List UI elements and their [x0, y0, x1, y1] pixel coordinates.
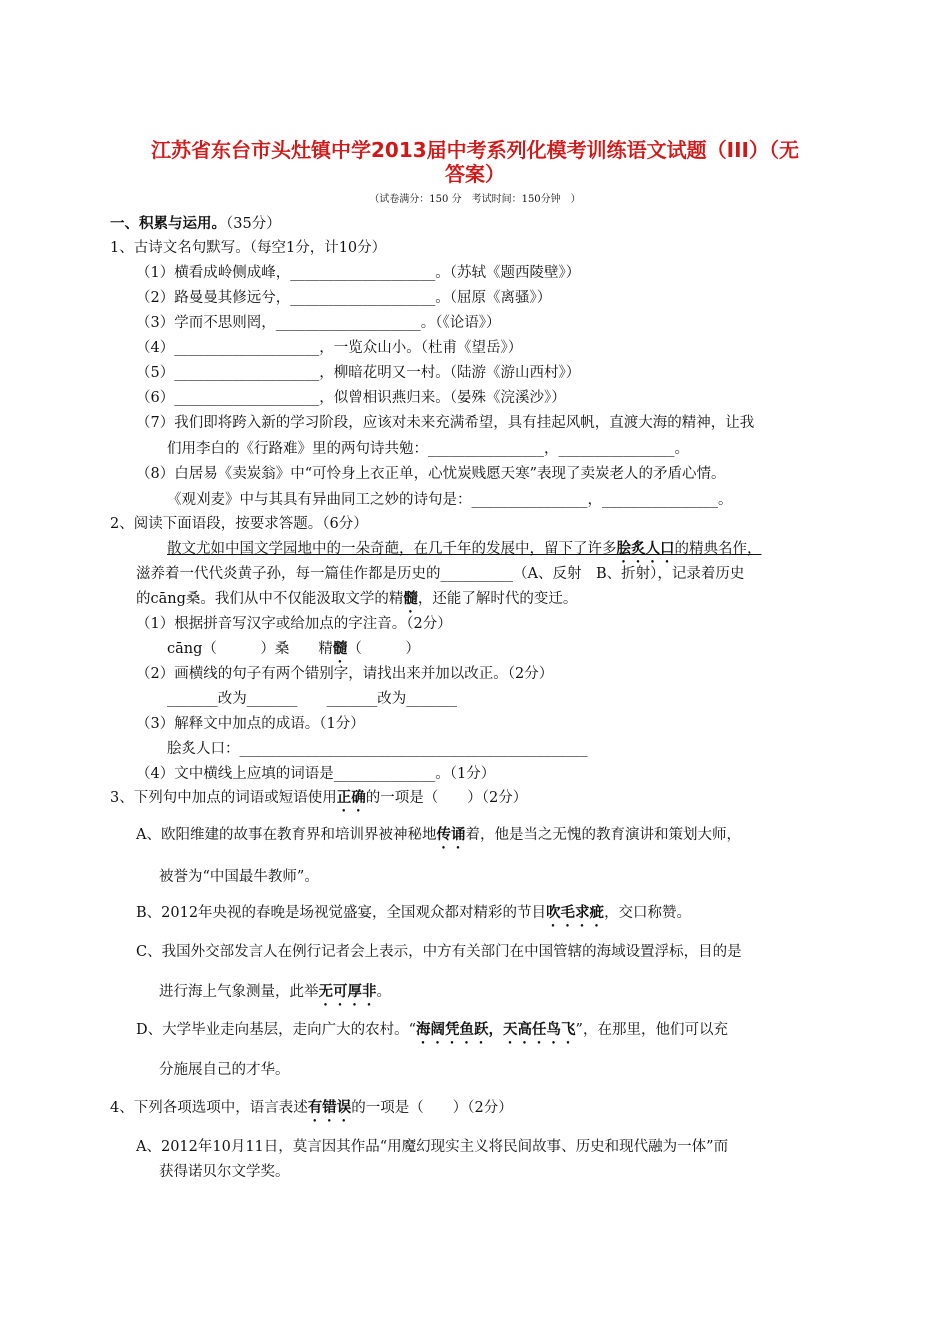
q2-dotted-char: 髓	[403, 590, 418, 607]
q4-stem	[110, 1098, 513, 1125]
q3-stem	[110, 788, 527, 815]
q3-option-d-head: D、大学毕业走向基层，走向广大的农村。“	[136, 1022, 417, 1038]
q1-item-6: （6）____________________，似曾相识燕归来。（晏殊《浣溪沙》）	[136, 390, 566, 406]
q1-item-1: （1）横看成岭侧成峰，____________________。（苏轼《题西陵壁》）	[136, 265, 581, 281]
q1-item-8: （8）白居易《卖炭翁》中“可怜身上衣正单，心忧炭贱愿天寒”表现了卖炭老人的矛盾心情。	[136, 466, 726, 482]
q2-underlined-tail: 的精典名作，	[674, 541, 762, 557]
q4-stem-bold: 有错误	[307, 1099, 352, 1116]
q2-sub1-answer-b2: （ ）	[347, 641, 420, 657]
q3-option-a	[136, 825, 741, 852]
q3-option-c: C、我国外交部发言人在例行记者会上表示，中方有关部门在中国管辖的海域设置浮标，目的是	[136, 944, 742, 960]
q4-stem-a: 4、下列各项选项中，语言表述	[110, 1100, 308, 1116]
q1-item-3: （3）学而不思则罔，____________________。（《论语》）	[136, 315, 501, 331]
q3-option-a-head: A、欧阳维建的故事在教育界和培训界被神秘地	[136, 827, 437, 843]
section1-title: 一、积累与运用。	[110, 215, 226, 232]
q2-passage-line1	[167, 539, 762, 566]
q2-passage-line2: 滋养着一代代炎黄子孙，每一篇佳作都是历史的__________（A、反射 B、折射），记录着历史	[136, 566, 745, 582]
q2-sub1: （1）根据拼音写汉字或给加点的字注音。（2分）	[136, 616, 452, 632]
q3-option-b-dotted: 吹毛求疵	[546, 904, 605, 921]
section1-heading	[110, 214, 281, 234]
q1-item-7-cont: 们用李白的《行路难》里的两句诗共勉：________________，________________。	[167, 441, 689, 457]
q3-option-b-tail: ，交口称赞。	[604, 905, 692, 921]
q3-option-c-tail: 。	[376, 984, 391, 1000]
q2-underlined-sentence: 散文尤如中国文学园地中的一朵奇葩，在几千年的发展中，留下了许多	[167, 541, 617, 557]
section1-score: （35分）	[226, 216, 281, 232]
q2-sub1-answer-b1: 精	[318, 641, 333, 657]
q2-passage-line3-head: 的cāng桑。我们从中不仅能汲取文学的精	[136, 591, 404, 607]
q2-sub2-answer: _______改为_______ _______改为_______	[167, 691, 457, 707]
q1-item-4: （4）____________________，一览众山小。（杜甫《望岳》）	[136, 340, 523, 356]
q4-option-a: A、2012年10月11日，莫言因其作品“用魔幻现实主义将民间故事、历史和现代融为一体”而	[136, 1139, 729, 1155]
q4-option-a-cont: 获得诺贝尔文学奖。	[159, 1164, 290, 1180]
exam-title-line1: 江苏省东台市头灶镇中学2013届中考系列化模考训练语文试题（III）（无	[151, 138, 799, 162]
q2-sub3: （3）解释文中加点的成语。（1分）	[136, 716, 365, 732]
q2-stem: 2、阅读下面语段，按要求答题。（6分）	[110, 516, 368, 532]
q1-item-8-cont: 《观刈麦》中与其具有异曲同工之妙的诗句是：________________，________________。	[167, 492, 733, 508]
q3-option-c-head: 进行海上气象测量，此举	[159, 984, 319, 1000]
q2-sub1-answer	[167, 639, 420, 666]
q2-sub4: （4）文中横线上应填的词语是______________。（1分）	[136, 766, 496, 782]
q3-option-c-cont	[159, 982, 391, 1009]
q2-sub1-dotted-char: 髓	[332, 640, 348, 657]
q4-stem-b: 的一项是（ ）（2分）	[351, 1100, 513, 1116]
q3-option-b	[136, 903, 691, 930]
q2-dotted-idiom: 脍炙人口	[616, 540, 675, 557]
q2-sub3-answer: 脍炙人口：________________________________________________	[167, 741, 588, 757]
q3-option-b-head: B、2012年央视的春晚是场视觉盛宴，全国观众都对精彩的节目	[136, 905, 547, 921]
q1-item-7: （7）我们即将跨入新的学习阶段，应该对未来充满希望，具有挂起风帆，直渡大海的精神，让我	[136, 415, 755, 431]
q3-option-d-dotted: 海阔凭鱼跃，天高任鸟飞	[416, 1021, 576, 1038]
exam-title-line2: 答案）	[445, 162, 505, 186]
q3-option-d-tail: ”，在那里，他们可以充	[575, 1022, 728, 1038]
exam-info: （试卷满分：150 分 考试时间：150分钟 ）	[369, 194, 581, 205]
q3-option-d-cont: 分施展自己的才华。	[159, 1062, 290, 1078]
q1-item-2: （2）路曼曼其修远兮，____________________。（屈原《离骚》）	[136, 290, 552, 306]
q3-stem-b: 的一项是（ ）（2分）	[365, 790, 528, 806]
q2-passage-line3-tail: ，还能了解时代的变迁。	[417, 591, 578, 607]
q3-stem-a: 3、下列句中加点的词语或短语使用	[110, 790, 337, 806]
q3-stem-bold: 正确	[336, 789, 366, 806]
q3-option-a-cont: 被誉为“中国最牛教师”。	[159, 869, 319, 885]
q1-item-5: （5）____________________，柳暗花明又一村。（陆游《游山西村》）	[136, 365, 581, 381]
q2-passage-line3	[136, 589, 577, 616]
q3-option-d	[136, 1020, 728, 1047]
q1-stem: 1、古诗文名句默写。（每空1分，计10分）	[110, 240, 387, 256]
q3-option-a-dotted: 传诵	[436, 826, 466, 843]
q2-sub2: （2）画横线的句子有两个错别字，请找出来并加以改正。（2分）	[136, 666, 554, 682]
q3-option-c-dotted: 无可厚非	[318, 983, 377, 1000]
q2-sub1-answer-a: cāng（ ）桑	[167, 641, 290, 657]
q3-option-a-tail: 着，他是当之无愧的教育演讲和策划大师，	[465, 827, 741, 843]
